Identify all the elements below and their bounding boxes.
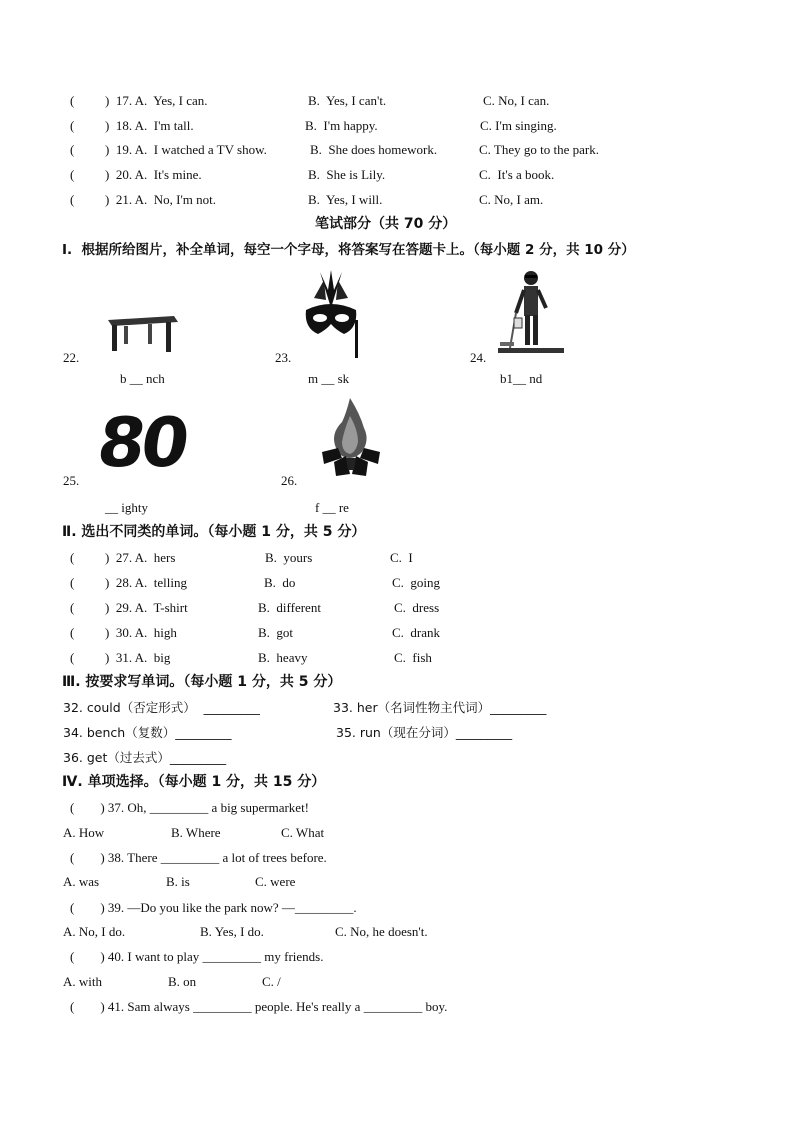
option-b: B. got <box>258 625 294 640</box>
paren-open: ( <box>70 192 75 207</box>
question-20: ) 20. A. It's mine. <box>105 167 202 182</box>
question-29: ) 29. A. T-shirt <box>105 600 188 615</box>
written-section-title: 笔试部分（共 70 分） <box>315 216 457 232</box>
paren-open: ( <box>70 625 75 640</box>
item-24-word: b1__ nd <box>500 371 543 386</box>
item-33: 33. her（名词性物主代词）_________ <box>333 700 547 715</box>
question-28: ) 28. A. telling <box>105 575 187 590</box>
bench-icon <box>104 312 180 356</box>
item-25-word: __ ighty <box>105 500 148 515</box>
question-41: ( ) 41. Sam always _________ people. He's really a _________ boy. <box>70 999 448 1014</box>
option-b: B. Where <box>171 825 221 840</box>
question-19: ) 19. A. I watched a TV show. <box>105 142 267 157</box>
option-b: B. Yes, I will. <box>308 192 383 207</box>
item-32: 32. could（否定形式） _________ <box>63 700 260 715</box>
option-b: B. heavy <box>258 650 308 665</box>
option-b: B. do <box>264 575 296 590</box>
option-c: C. No, I can. <box>483 93 550 108</box>
option-c: C. dress <box>394 600 440 615</box>
question-27: ) 27. A. hers <box>105 550 176 565</box>
section-3-title: Ⅲ. 按要求写单词。（每小题 1 分，共 5 分） <box>62 674 342 690</box>
question-30: ) 30. A. high <box>105 625 177 640</box>
item-34: 34. bench（复数）_________ <box>63 725 232 740</box>
option-b: B. on <box>168 974 197 989</box>
option-a: A. How <box>63 825 105 840</box>
item-26-number: 26. <box>281 473 298 488</box>
option-c: C. It's a book. <box>479 167 555 182</box>
item-22-number: 22. <box>63 350 80 365</box>
question-39: ( ) 39. —Do you like the park now? —_________. <box>70 900 357 915</box>
option-c: C. No, I am. <box>479 192 544 207</box>
option-a: A. was <box>63 874 100 889</box>
paren-open: ( <box>70 167 75 182</box>
paren-open: ( <box>70 550 75 565</box>
option-c: C. / <box>262 974 281 989</box>
option-b: B. She does homework. <box>310 142 438 157</box>
paren-open: ( <box>70 575 75 590</box>
item-23-number: 23. <box>275 350 292 365</box>
option-b: B. I'm happy. <box>305 118 378 133</box>
option-b: B. She is Lily. <box>308 167 386 182</box>
option-c: C. fish <box>394 650 432 665</box>
question-38: ( ) 38. There _________ a lot of trees before. <box>70 850 327 865</box>
option-b: B. Yes, I do. <box>200 924 264 939</box>
paren-open: ( <box>70 142 75 157</box>
option-b: B. different <box>258 600 321 615</box>
mask-icon <box>300 268 362 360</box>
option-c: C. were <box>255 874 296 889</box>
item-25-number: 25. <box>63 473 80 488</box>
option-b: B. yours <box>265 550 313 565</box>
item-24-number: 24. <box>470 350 487 365</box>
option-c: C. What <box>281 825 325 840</box>
option-b: B. Yes, I can't. <box>308 93 387 108</box>
question-37: ( ) 37. Oh, _________ a big supermarket! <box>70 800 310 815</box>
item-23-word: m __ sk <box>308 371 350 386</box>
paren-open: ( <box>70 93 75 108</box>
question-31: ) 31. A. big <box>105 650 171 665</box>
item-36: 36. get（过去式）_________ <box>63 750 227 765</box>
paren-open: ( <box>70 600 75 615</box>
option-c: C. I'm singing. <box>480 118 557 133</box>
option-c: C. No, he doesn't. <box>335 924 428 939</box>
eighty-icon: 80 <box>92 404 191 483</box>
section-2-title: Ⅱ. 选出不同类的单词。（每小题 1 分，共 5 分） <box>62 524 366 540</box>
option-b: B. is <box>166 874 190 889</box>
option-a: A. with <box>63 974 102 989</box>
blind-man-icon <box>496 268 566 356</box>
question-18: ) 18. A. I'm tall. <box>105 118 194 133</box>
question-21: ) 21. A. No, I'm not. <box>105 192 217 207</box>
option-c: C. going <box>392 575 441 590</box>
fire-icon <box>316 394 386 480</box>
item-35: 35. run（现在分词）_________ <box>336 725 513 740</box>
paren-open: ( <box>70 650 75 665</box>
paren-open: ( <box>70 118 75 133</box>
option-c: C. They go to the park. <box>479 142 599 157</box>
option-c: C. drank <box>392 625 441 640</box>
section-1-title: I. 根据所给图片，补全单词，每空一个字母，将答案写在答题卡上。（每小题 2 分，共 10 分） <box>62 242 635 258</box>
section-4-title: Ⅳ. 单项选择。（每小题 1 分，共 15 分） <box>62 774 326 790</box>
option-c: C. I <box>390 550 413 565</box>
item-26-word: f __ re <box>315 500 349 515</box>
item-22-word: b __ nch <box>120 371 165 386</box>
question-40: ( ) 40. I want to play _________ my friends. <box>70 949 324 964</box>
option-a: A. No, I do. <box>63 924 126 939</box>
question-17: ) 17. A. Yes, I can. <box>105 93 208 108</box>
